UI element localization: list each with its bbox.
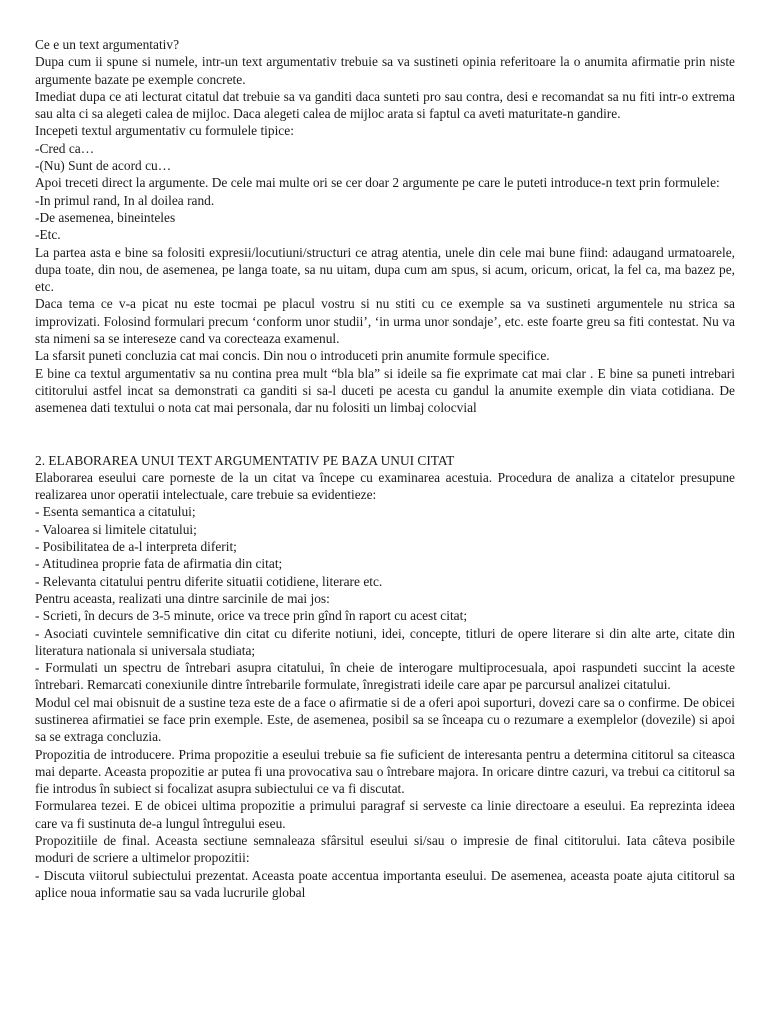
list-item: - Esenta semantica a citatului; bbox=[35, 504, 196, 520]
document-page bbox=[35, 36, 735, 901]
paragraph: Imediat dupa ce ati lecturat citatul dat trebuie sa va ganditi daca sunteti pro sau contra, desi e recomandat sa nu fiti intr-o extrema sau alta ci sa alegeti calea de mijloc. Daca alegeti calea de mijloc arata si faptul ca aveti maturitate-n gandire. bbox=[35, 88, 735, 122]
paragraph: Incepeti textul argumentativ cu formulele tipice: bbox=[35, 123, 294, 139]
list-item: - Relevanta citatului pentru diferite situatii cotidiene, literare etc. bbox=[35, 573, 383, 589]
list-item: - Asociati cuvintele semnificative din citat cu diferite notiuni, idei, concepte, titluri de opere literare si din alte arte, citate din literatura nationala si universala studiata; bbox=[35, 625, 735, 658]
paragraph: La partea asta e bine sa folositi expresii/locutiuni/structuri ce atrag atentia, unele din cele mai bune fiind: adaugand urmatoarele, dupa toate, din nou, de asemenea, pe langa toate, sa nu uitam, dupa cum am spus, si acum, oricum, oricat, la fel ca, ma bazez pe, etc. bbox=[35, 244, 735, 295]
list-item: -Etc. bbox=[35, 227, 61, 243]
paragraph: Modul cel mai obisnuit de a sustine teza este de a face o afirmatie si de a oferi apoi suporturi, dovezi care sa o confirme. De obicei sustinerea afirmatiei se face prin exemple. Este, de asemenea, posibil sa se înceapa cu o rezumare a exemplelor (dovezile) si apoi sa se extraga concluzia. bbox=[35, 694, 735, 745]
list-item: -De asemenea, bineinteles bbox=[35, 209, 176, 225]
paragraph: Propozitia de introducere. Prima propozitie a eseului trebuie sa fie suficient de interesanta pentru a determina cititorul sa citeasca mai departe. Aceasta propozitie ar putea fi una provocativa sau o întrebare majora. In oricare dintre cazuri, va trebui ca cititorul sa fie introdus în subiect si focalizat asupra subiectului ce va fi discutat. bbox=[35, 746, 735, 797]
list-item: - Valoarea si limitele citatului; bbox=[35, 521, 197, 537]
paragraph: E bine ca textul argumentativ sa nu contina prea mult “bla bla” si ideile sa fie exprimate cat mai clar . E bine sa puneti intrebari cititorului astfel incat sa demonstrati ca ganditi si sa-l duceti pe acesta cu gandul la anumite exemple din viata cotidiana. De asemenea dati textului o nota cat mai personala, dar nu folositi un limbaj colocvial bbox=[35, 365, 735, 416]
paragraph: Pentru aceasta, realizati una dintre sarcinile de mai jos: bbox=[35, 590, 330, 606]
paragraph: La sfarsit puneti concluzia cat mai concis. Din nou o introduceti prin anumite formule specifice. bbox=[35, 348, 550, 364]
list-item: -(Nu) Sunt de acord cu… bbox=[35, 158, 172, 174]
list-item: - Formulati un spectru de întrebari asupra citatului, în cheie de interogare multiprocesuala, apoi raspundeti succint la aceste întrebari. Remarcati conexiunile dintre întrebarile formulate, înregistrati ideile care apar pe parcursul analizei citatului. bbox=[35, 660, 735, 693]
paragraph: Dupa cum ii spune si numele, intr-un text argumentativ trebuie sa va sustineti opinia referitoare la o anumita afirmatie prin niste argumente bazate pe exemple concrete. bbox=[35, 54, 735, 87]
section-heading: 2. ELABORAREA UNUI TEXT ARGUMENTATIV PE BAZA UNUI CITAT bbox=[35, 452, 455, 468]
doc-heading: Ce e un text argumentativ? bbox=[35, 37, 180, 52]
paragraph: Daca tema ce v-a picat nu este tocmai pe placul vostru si nu stiti cu ce exemple sa va sustineti argumentele nu strica sa improvizati. Folosind formulari precum ‘conform unor studii’, ‘in urma unor sondaje’, etc. este foarte greu sa fiti contestat. Nu va sta nimeni sa se intereseze cand va corecteaza examenul. bbox=[35, 296, 735, 347]
list-item: - Posibilitatea de a-l interpreta diferit; bbox=[35, 539, 237, 555]
list-item: - Atitudinea proprie fata de afirmatia din citat; bbox=[35, 556, 283, 572]
list-item: -In primul rand, In al doilea rand. bbox=[35, 192, 215, 208]
paragraph: Elaborarea eseului care porneste de la un citat va începe cu examinarea acestuia. Procedura de analiza a citatelor presupune realizarea unor operatii intelectuale, care trebuie sa evidentieze: bbox=[35, 469, 735, 503]
paragraph: Apoi treceti direct la argumente. De cele mai multe ori se cer doar 2 argumente pe care le puteti introduce-n text prin formulele: bbox=[35, 175, 720, 191]
list-item: - Discuta viitorul subiectului prezentat. Aceasta poate accentua importanta eseului. De asemenea, aceasta poate ajuta cititorul sa aplice noua informatie sau sa vada lucrurile global bbox=[35, 867, 735, 900]
section-gap bbox=[35, 417, 735, 452]
paragraph: Propozitiile de final. Aceasta sectiune semnaleaza sfârsitul eseului si/sau o impresie de final cititorului. Iata câteva posibile moduri de scriere a ultimelor propozitii: bbox=[35, 833, 735, 866]
list-item: - Scrieti, în decurs de 3-5 minute, orice va trece prin gînd în raport cu acest citat; bbox=[35, 608, 468, 624]
paragraph: Formularea tezei. E de obicei ultima propozitie a primului paragraf si serveste ca linie directoare a eseului. Ea reprezinta ideea care va fi sustinuta de-a lungul întregului eseu. bbox=[35, 798, 735, 831]
list-item: -Cred ca… bbox=[35, 140, 95, 156]
